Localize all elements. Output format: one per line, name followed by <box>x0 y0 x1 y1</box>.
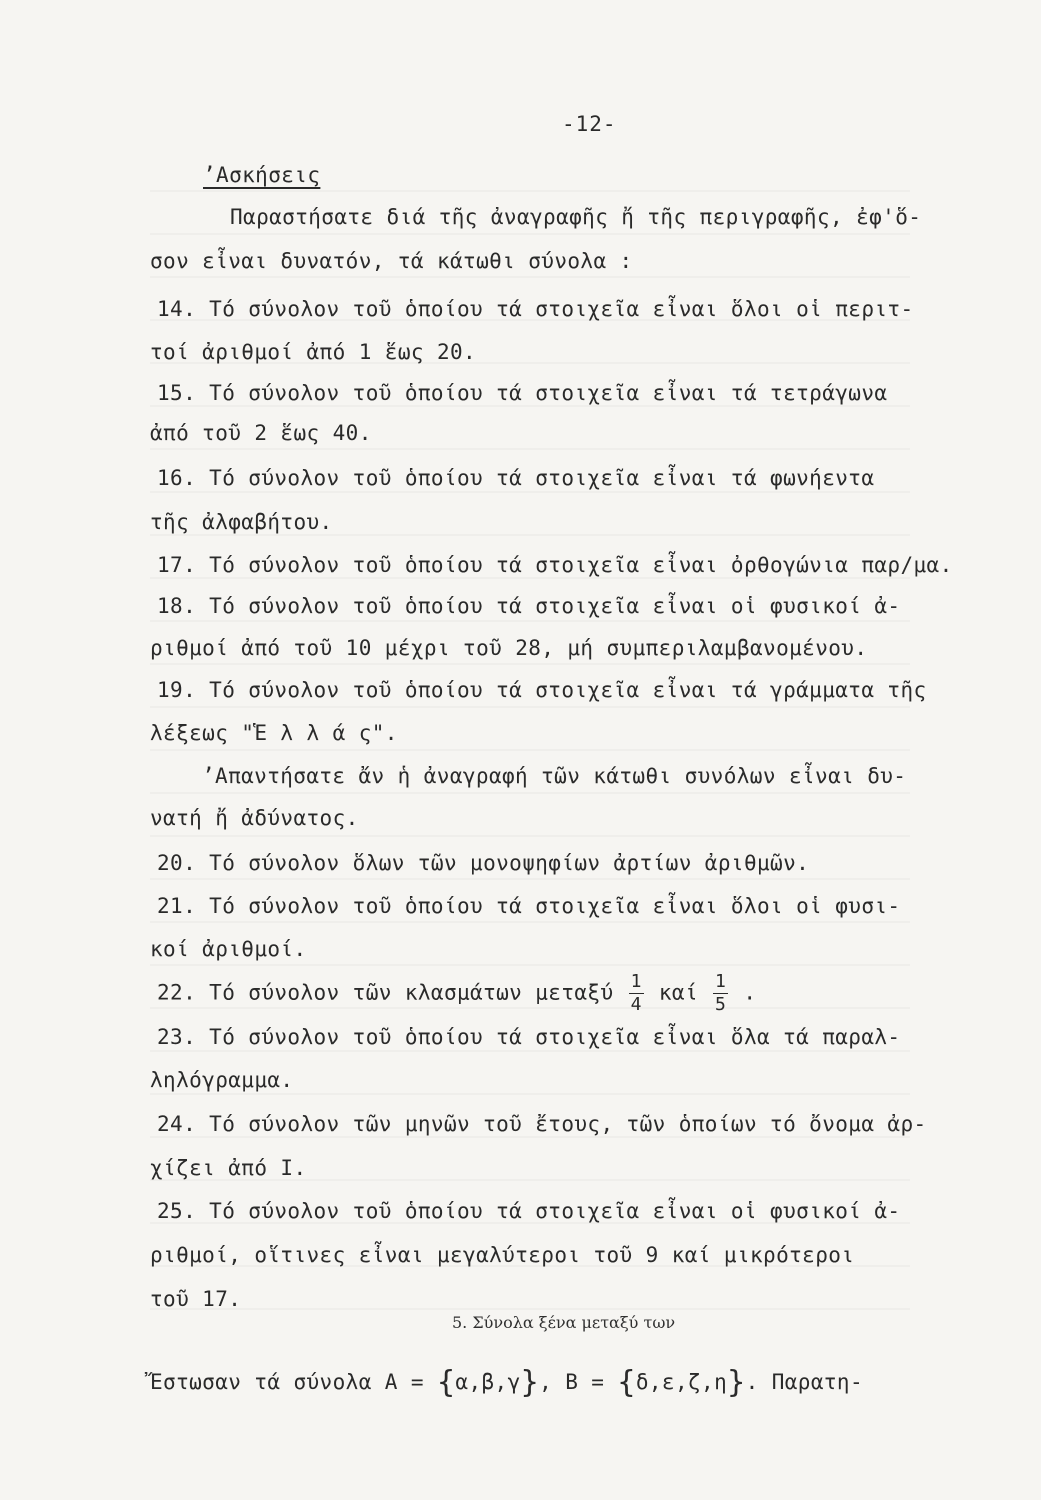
open-brace-a: { <box>436 1365 456 1400</box>
exercise-24-line-1: 24. Τό σύνολον τῶν μηνῶν τοῦ ἔτους, τῶν ὁποίων τό ὄνομα ἀρ- <box>157 1112 927 1136</box>
exercise-25-line-3: τοῦ 17. <box>150 1287 242 1311</box>
exercise-22-and: καί <box>658 980 698 1005</box>
close-brace-a: } <box>520 1365 540 1400</box>
sets-lead-text: Ἔστωσαν τά σύνολα Α = <box>150 1370 424 1394</box>
exercise-19-line-2: λέξεως "Ἑ λ λ ά ς". <box>150 721 398 745</box>
set-b-elements: δ,ε,ζ,η <box>635 1370 728 1394</box>
exercise-15-line-1: 15. Τό σύνολον τοῦ ὁποίου τά στοιχεῖα εἶναι τά τετράγωνα <box>157 381 888 405</box>
close-brace-b: } <box>727 1365 746 1400</box>
exercise-20-line-1: 20. Τό σύνολον ὅλων τῶν μονοψηφίων ἀρτίων ἀριθμῶν. <box>157 851 810 875</box>
intro-line-2: σον εἶναι δυνατόν, τά κάτωθι σύνολα : <box>150 249 633 273</box>
fraction-1-denominator: 4 <box>630 994 642 1015</box>
exercise-23-line-1: 23. Τό σύνολον τοῦ ὁποίου τά στοιχεῖα εἶναι ὅλα τά παραλ- <box>157 1025 901 1049</box>
exercise-23-line-2: ληλόγραμμα. <box>150 1068 294 1092</box>
exercise-14-line-1: 14. Τό σύνολον τοῦ ὁποίου τά στοιχεῖα εἶναι ὅλοι οἱ περιτ- <box>157 297 914 321</box>
exercise-17-line-1: 17. Τό σύνολον τοῦ ὁποίου τά στοιχεῖα εἶναι ὀρθογώνια παρ/μα. <box>157 553 953 577</box>
sets-mid-text: , Β = <box>539 1370 605 1394</box>
exercise-16-line-1: 16. Τό σύνολον τοῦ ὁποίου τά στοιχεῖα εἶναι τά φωνήεντα <box>157 466 875 490</box>
instruction-line-2: νατή ἤ ἀδύνατος. <box>150 806 359 830</box>
fraction-1-numerator: 1 <box>630 971 642 992</box>
section-title: 5. Σύνολα ξένα μεταξύ των <box>452 1313 676 1332</box>
exercise-24-line-2: χίζει ἀπό Ι. <box>150 1156 307 1180</box>
open-brace-b: { <box>617 1365 636 1400</box>
exercise-16-line-2: τῆς ἀλφαβήτου. <box>150 510 333 534</box>
page-number: -12- <box>562 112 617 136</box>
sets-definition-line <box>150 1365 863 1400</box>
instruction-line-1: ’Απαντήσατε ἄν ἡ ἀναγραφή τῶν κάτωθι συνόλων εἶναι δυ- <box>202 764 907 788</box>
exercise-21-line-2: κοί ἀριθμοί. <box>150 937 307 961</box>
exercise-18-line-2: ριθμοί ἀπό τοῦ 10 μέχρι τοῦ 28, μή συμπεριλαμβανομένου. <box>150 636 868 660</box>
exercise-25-line-1: 25. Τό σύνολον τοῦ ὁποίου τά στοιχεῖα εἶναι οἱ φυσικοί ἀ- <box>157 1199 901 1223</box>
fraction-one-fifth <box>713 973 728 1014</box>
exercise-22-end: . <box>743 980 757 1005</box>
exercise-15-line-2: ἀπό τοῦ 2 ἕως 40. <box>150 421 372 445</box>
exercise-14-line-2: τοί ἀριθμοί ἀπό 1 ἕως 20. <box>150 340 477 364</box>
exercise-19-line-1: 19. Τό σύνολον τοῦ ὁποίου τά στοιχεῖα εἶναι τά γράμματα τῆς <box>157 678 927 702</box>
intro-line-1: Παραστήσατε διά τῆς ἀναγραφῆς ἤ τῆς περιγραφῆς, ἐφ'ὅ- <box>230 205 922 229</box>
fraction-one-quarter <box>629 973 644 1014</box>
exercise-22-line <box>157 973 756 1014</box>
exercise-22-text: 22. Τό σύνολον τῶν κλασμάτων μεταξύ <box>157 980 614 1005</box>
exercise-18-line-1: 18. Τό σύνολον τοῦ ὁποίου τά στοιχεῖα εἶναι οἱ φυσικοί ἀ- <box>157 594 901 618</box>
fraction-2-numerator: 1 <box>715 971 727 992</box>
set-a-elements: α,β,γ <box>455 1370 521 1394</box>
sets-tail-text: . Παρατη- <box>745 1370 864 1394</box>
exercise-25-line-2: ριθμοί, οἵτινες εἶναι μεγαλύτεροι τοῦ 9 καί μικρότεροι <box>150 1243 855 1267</box>
exercise-21-line-1: 21. Τό σύνολον τοῦ ὁποίου τά στοιχεῖα εἶναι ὅλοι οἱ φυσι- <box>157 894 901 918</box>
exercises-heading: ’Ασκήσεις <box>203 163 321 187</box>
fraction-2-denominator: 5 <box>715 994 727 1015</box>
